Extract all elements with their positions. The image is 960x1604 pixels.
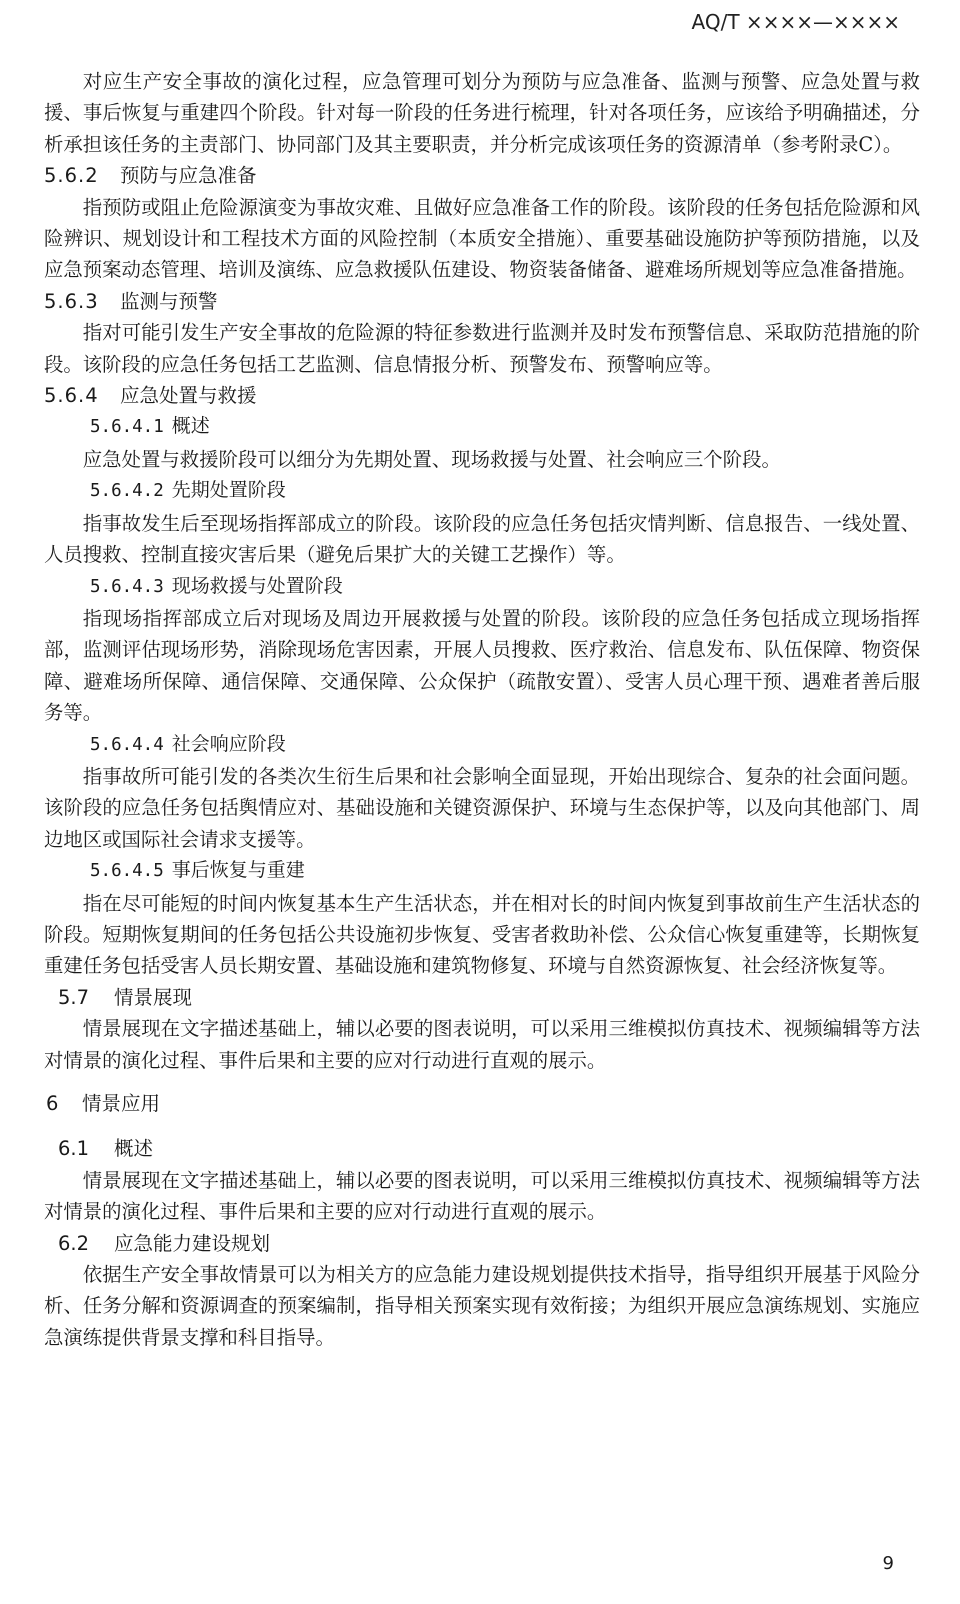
paragraph-5-7: 情景展现在文字描述基础上，辅以必要的图表说明，可以采用三维模拟仿真技术、视频编辑等方法对情景的演化过程、事件后果和主要的应对行动进行直观的展示。 [44, 1017, 920, 1072]
section-title: 应急处置与救援 [120, 384, 257, 408]
section-title: 预防与应急准备 [120, 164, 257, 188]
paragraph-5-6-4-3: 指现场指挥部成立后对现场及周边开展救援与处置的阶段。该阶段的应急任务包括成立现场指挥部，监测评估现场形势，消除现场危害因素，开展人员搜救、医疗救治、信息发布、队伍保障、物资保障、避难场所保障、通信保障、交通保障、公众保护（疏散安置）、受害人员心理干预、遇难者善后服务等。 [44, 606, 920, 725]
page-number: 9 [882, 1553, 894, 1574]
section-title: 现场救援与处置阶段 [171, 574, 343, 597]
heading-6-1 [44, 1133, 920, 1164]
heading-5-6-4-2 [44, 475, 920, 507]
paragraph-5-6-2: 指预防或阻止危险源演变为事故灾难、且做好应急准备工作的阶段。该阶段的任务包括危险源和风险辨识、规划设计和工程技术方面的风险控制（本质安全措施）、重要基础设施防护等预防措施，以及应急预案动态管理、培训及演练、应急救援队伍建设、物资装备储备、避难场所规划等应急准备措施。 [44, 195, 920, 282]
paragraph-5-6-4-5: 指在尽可能短的时间内恢复基本生产生活状态，并在相对长的时间内恢复到事故前生产生活状态的阶段。短期恢复期间的任务包括公共设施初步恢复、受害者救助补偿、公众信心恢复重建等，长期恢复重建任务包括受害人员长期安置、基础设施和建筑物修复、环境与自然资源恢复、社会经济恢复等。 [44, 891, 920, 978]
paragraph-6-2: 依据生产安全事故情景可以为相关方的应急能力建设规划提供技术指导，指导组织开展基于风险分析、任务分解和资源调查的预案编制，指导相关预案实现有效衔接；为组织开展应急演练规划、实施应急演练提供背景支撑和科目指导。 [44, 1263, 920, 1349]
section-title: 情景展现 [114, 985, 193, 1009]
section-number: 5.6.4.5 [90, 861, 164, 882]
section-number: 5.6.4.1 [90, 417, 164, 438]
heading-5-7 [44, 982, 920, 1013]
section-number: 6.1 [58, 1137, 90, 1161]
heading-6 [44, 1088, 920, 1119]
paragraph-5-6-4-1: 应急处置与救援阶段可以细分为先期处置、现场救援与处置、社会响应三个阶段。 [82, 447, 781, 471]
paragraph-5-6-4-4: 指事故所可能引发的各类次生衍生后果和社会影响全面显现，开始出现综合、复杂的社会面问题。该阶段的应急任务包括舆情应对、基础设施和关键资源保护、环境与生态保护等，以及向其他部门、周边地区或国际社会请求支援等。 [44, 764, 920, 851]
heading-5-6-4 [44, 380, 920, 411]
section-number: 5.6.4 [44, 384, 99, 408]
section-number: 5.6.4.2 [90, 481, 164, 502]
paragraph-intro: 对应生产安全事故的演化过程，应急管理可划分为预防与应急准备、监测与预警、应急处置与救援、事后恢复与重建四个阶段。针对每一阶段的任务进行梳理，针对各项任务，应该给予明确描述，分析承担该任务的主责部门、协同部门及其主要职责，并分析完成该项任务的资源清单（参考附录C）。 [44, 70, 920, 156]
section-title: 概述 [171, 415, 210, 438]
section-number: 5.6.4.4 [90, 734, 164, 755]
section-title: 概述 [114, 1137, 154, 1161]
heading-5-6-4-4 [44, 729, 920, 761]
section-number: 5.6.4.3 [90, 576, 164, 597]
section-title: 应急能力建设规划 [114, 1231, 271, 1255]
section-number: 5.6.3 [44, 289, 99, 313]
heading-5-6-4-1 [44, 411, 920, 443]
heading-5-6-4-3 [44, 571, 920, 603]
heading-6-2 [44, 1228, 920, 1259]
section-number: 5.7 [58, 985, 90, 1009]
section-title: 事后恢复与重建 [171, 859, 305, 882]
heading-5-6-2 [44, 160, 920, 191]
document-body [44, 66, 920, 1353]
section-title: 监测与预警 [120, 289, 218, 313]
paragraph-5-6-4-2: 指事故发生后至现场指挥部成立的阶段。该阶段的应急任务包括灾情判断、信息报告、一线处置、人员搜救、控制直接灾害后果（避免后果扩大的关键工艺操作）等。 [44, 511, 920, 567]
heading-5-6-4-5 [44, 855, 920, 887]
paragraph-6-1: 情景展现在文字描述基础上，辅以必要的图表说明，可以采用三维模拟仿真技术、视频编辑等方法对情景的演化过程、事件后果和主要的应对行动进行直观的展示。 [44, 1168, 920, 1224]
section-number: 5.6.2 [44, 164, 99, 188]
section-number: 6.2 [58, 1231, 90, 1255]
section-title: 情景应用 [82, 1092, 161, 1115]
section-number: 6 [46, 1092, 59, 1115]
heading-5-6-3 [44, 286, 920, 317]
standard-code: AQ/T ××××—×××× [691, 10, 900, 34]
section-title: 社会响应阶段 [171, 732, 286, 755]
paragraph-5-6-3: 指对可能引发生产安全事故的危险源的特征参数进行监测并及时发布预警信息、采取防范措施的阶段。该阶段的应急任务包括工艺监测、信息情报分析、预警发布、预警响应等。 [44, 321, 920, 376]
section-title: 先期处置阶段 [171, 479, 286, 502]
